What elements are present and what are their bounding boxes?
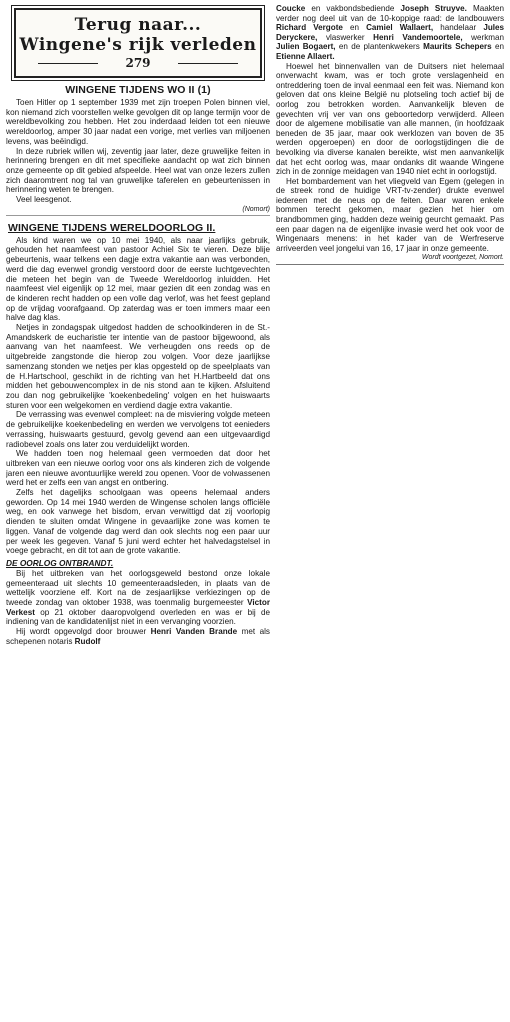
right-paragraph: Hoewel het binnenvallen van de Duitsers niet helemaal onverwacht kwam, was er toch grote verslagenheid en ontreddering toen de inval eenmaal een feit was. Niemand kon geloven dat ons kleine België nu plotseling toch actief bij de oorlog zou betrokken worden. Aanvankelijk bleven de gevechten vrij ver van ons geboortedorp verwijderd. Alleen door de algemene mobilisatie van alle mannen, (in hoofdzaak beneden de 35 jaar, maar ook werklozen van boven de 35 werden opgeroepen) en door de oorlogstijdingen die de bevolking via diverse kanalen bereikte, wist men aanvankelijk dat het echt oorlog was, maar ondanks dit waande Wingene zich in de zonnige meidagen van 1940 niet echt in oorlogstijd.: [276, 61, 504, 177]
continuation-signature: Wordt voortgezet, Nomort.: [421, 254, 504, 262]
section1-signature: (Nomort): [242, 205, 270, 213]
section2-paragraph: Als kind waren we op 10 mei 1940, als naar jaarlijks gebruik, gehouden het naamfeest van pastoor Achiel Six te vieren. Deze blije gebeurtenis, waar telkens een dagje extra vakantie aan was verbonden, werd die dag evenwel grondig verstoord door de eerste luchtgevechten die meteen het begin van de Tweede Wereldoorlog inluidden. Het naamfeest viel eigenlijk op 12 mei, maar gezien dit een zondag was en de kinderen recht hadden op een volle dag verlof, was het feest gepland op de vrijdag voorafgaand. Op zaterdag was er toen immers maar een halve dag klas.: [6, 235, 270, 323]
text-span: Hij wordt opgevolgd door brouwer: [16, 627, 147, 637]
section2-paragraph: [6, 569, 270, 627]
text-span: handelaar: [440, 23, 477, 33]
person-name: Henri Vanden Brande: [150, 627, 238, 637]
person-name: Julien Bogaert,: [276, 42, 336, 52]
person-name: Coucke: [276, 4, 306, 13]
left-column: [6, 4, 270, 1016]
text-span: op 21 oktober daaropvolgend overleden en was er bij de indiening van de kandidatenlijst niet in een vervanging voorzien.: [6, 607, 270, 627]
section1-heading: WINGENE TIJDENS WO II (1): [65, 84, 211, 96]
section2-paragraph: De verrassing was evenwel compleet: na de misviering volgde meteen de gebruikelijke koekenbedeling en werden we vervolgens tot eenieders verrassing, huiswaarts gestuurd, gevolg gevend aan een uitgevaardigd radiobevel zoals ons later zou verduidelijkt worden.: [6, 410, 270, 449]
text-span: met als schepenen notaris: [6, 627, 270, 646]
person-name: Camiel Wallaert,: [366, 23, 434, 33]
divider: [6, 215, 270, 216]
masthead-title-line2: Wingene's rijk verleden: [19, 35, 257, 55]
section2-paragraph: [6, 627, 270, 646]
person-name: Maurits Schepers: [423, 42, 492, 52]
subheading-oorlog-ontbrandt: DE OORLOG ONTBRANDT.: [6, 557, 114, 568]
section2-heading: WINGENE TIJDENS WERELDOORLOG II.: [8, 221, 216, 234]
masthead-episode-number: 279: [16, 55, 260, 71]
text-span: en vakbondsbediende: [311, 4, 395, 13]
text-span: werkman: [471, 32, 505, 42]
masthead-title-line1: Terug naar...: [74, 15, 202, 35]
section2-paragraph: Netjes in zondagspak uitgedost hadden de schoolkinderen in de St.-Amandskerk de eucharistie ter intentie van de pastoor bijgewoond, als aanvang van het naamfeest. We verheugden ons reeds op de uitgebreide zangstonde die hierop zou volgen. Voor deze jaarlijkse samenzang stonden we netjes per klas opgesteld op de speelplaats van de H.Hartschool, geschikt in de richting van het H.Hartbeeld dat ons midden het gebouwencomplex in de nis stond aan te kijken. Afsluitend zou dan nog gebruikelijke 'koekenbedeling' volgen en het huiswaarts sturen voor een welgekomen en verdiend dagje extra vakantie.: [6, 323, 270, 410]
masthead: [14, 8, 262, 78]
person-name: Etienne Allaert.: [276, 51, 335, 61]
person-name: Richard Vergote: [276, 23, 343, 33]
text-span: Bij het uitbreken van het oorlogsgeweld bestond onze lokale gemeenteraad uit slechts 10 gemeenteraadsleden, in plaats van de wettelijk voorziene elf. Kort na de zesjaarlijkse verkiezingen op de tweede zondag van oktober 1938, was toenmalig burgemeester: [6, 568, 270, 608]
text-span: vlaswerker: [325, 32, 365, 42]
person-name: Joseph Struyve.: [400, 4, 467, 13]
text-span: en: [495, 42, 505, 52]
right-paragraph: Het bombardement van het vliegveld van Egem (gelegen in de streek rond de huidige VRT-tv-zender) drukte evenwel iedereen met de neus op de feiten. Daar waren enkele bommen terecht gekomen, maar gezien het hier om brandbommen ging, hadden deze weinig geurcht gemaakt. Pas een paar dagen na de eigenlijke invasie werd het ook voor de Wingenaars menens: in het kader van de Werfreserve arriveerden veel jongelui van 16, 17 jaar in onze gemeente.: [276, 176, 504, 253]
text-span: en: [349, 23, 359, 33]
section1-paragraph: Toen Hitler op 1 september 1939 met zijn troepen Polen binnen viel, kon niemand zich voorstellen welke gevolgen dit op lange termijn voor de wereldbevolking zou hebben. Het zou inderdaad leiden tot een nieuwe wereldoorlog, amper 30 jaar nadat een vorige, met verlies van miljoenen levens, was beëindigd.: [6, 98, 270, 146]
person-name: Rudolf: [74, 636, 101, 646]
text-span: Maakten verder nog deel uit van de 10-koppige raad: de landbouwers: [276, 4, 505, 23]
person-name: Victor Verkest: [6, 598, 270, 617]
section2-paragraph: Zelfs het dagelijks schoolgaan was opeens helemaal anders geworden. Op 14 mei 1940 werden de Wingense scholen langs officiële weg, en ook vanwege het bisdom, ervan verwittigd dat zij voorlopig dienden te sluiten omdat Wingene in gevaarlijke zone was komen te liggen. Vanaf de volgende dag werd dan ook slechts nog een paar uur per week les gegeven. Vanaf 5 juni werd echter het halvedagstelsel in voege gebracht, en dit tot aan de grote vakantie.: [6, 488, 270, 556]
section1-paragraph: In deze rubriek willen wij, zeventig jaar later, deze gruwelijke feiten in herinnering brengen en dit met specifieke aandacht op wat zich binnen onze gemeente op dit gebied afspeelde. Heel wat van onze lezers zullen zich daaromtrent nog tal van gruwelijke taferelen en gebeurtenissen in herinnering weten te brengen.: [6, 146, 270, 195]
section1-paragraph: Veel leesgenot.: [16, 195, 72, 205]
council-members-paragraph: [276, 4, 504, 62]
right-column: [276, 4, 504, 265]
section2-paragraph: We hadden toen nog helemaal geen vermoeden dat door het uitbreken van een nieuwe oorlog voor ons als kinderen zich de volgende jaren een nieuwe avontuurlijke wereld zou openen. Voor de volwassenen werd het er zelfs een van angst en ontbering.: [6, 449, 270, 488]
person-name: Henri Vandemoortele,: [373, 32, 463, 42]
person-name: Jules Deryckere,: [276, 23, 505, 42]
text-span: en de plantenkwekers: [338, 42, 420, 52]
